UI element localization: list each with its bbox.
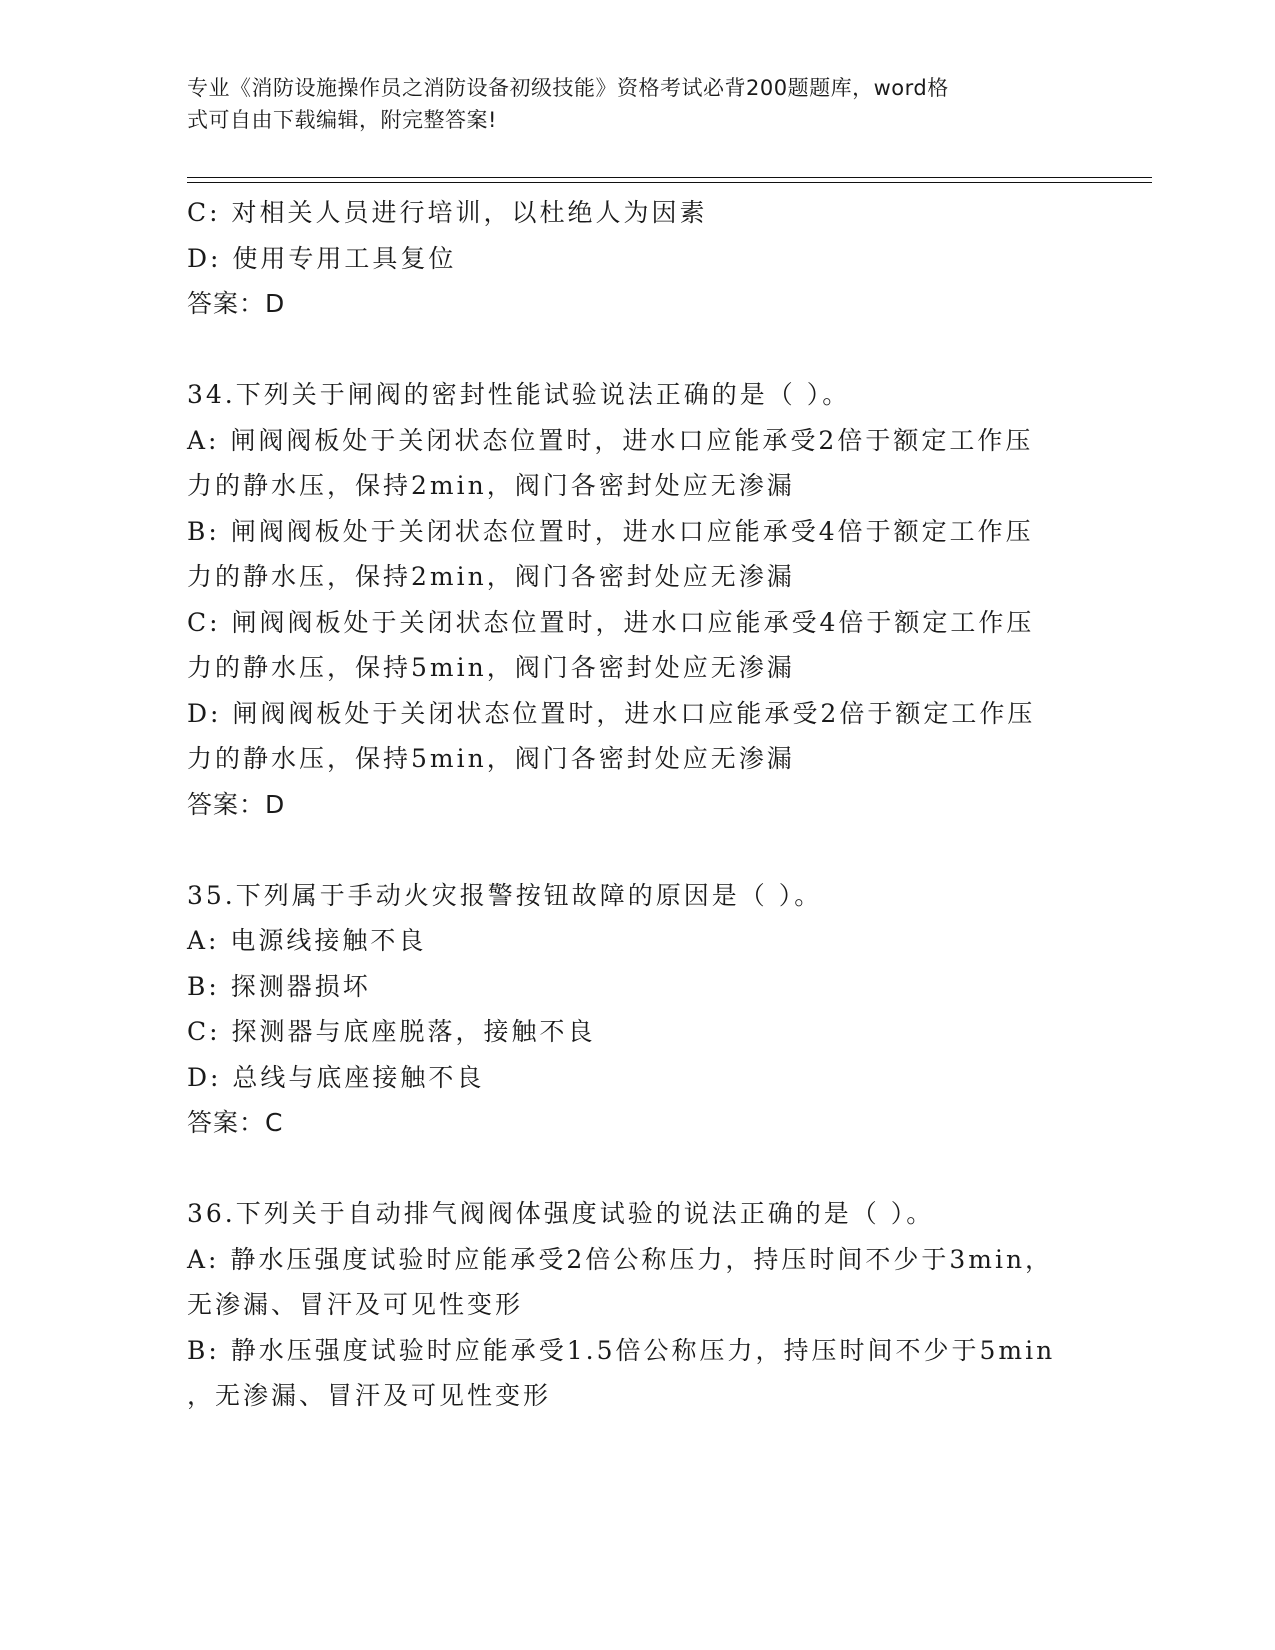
option-b: B: 闸阀阀板处于关闭状态位置时，进水口应能承受4倍于额定工作压: [187, 516, 1034, 546]
option-a: A: 闸阀阀板处于关闭状态位置时，进水口应能承受2倍于额定工作压: [187, 425, 1034, 455]
answer-line: 答案：C: [187, 1108, 284, 1137]
option-a: A: 静水压强度试验时应能承受2倍公称压力，持压时间不少于3min，: [187, 1244, 1054, 1274]
question-stem: 36.下列关于自动排气阀阀体强度试验的说法正确的是（ ）。: [187, 1199, 935, 1228]
option-c: C: 对相关人员进行培训，以杜绝人为因素: [187, 198, 708, 227]
question-stem: 34.下列关于闸阀的密封性能试验说法正确的是（ ）。: [187, 380, 851, 409]
spacer: [187, 827, 1077, 873]
option-c: C: 探测器与底座脱落，接触不良: [187, 1017, 596, 1046]
option-b-cont: ，无渗漏、冒汗及可见性变形: [187, 1381, 552, 1410]
header-line-2: 式可自由下载编辑，附完整答案!: [187, 108, 497, 132]
document-header: [187, 72, 1067, 136]
option-d: D: 使用专用工具复位: [187, 243, 457, 273]
answer-line: 答案：D: [187, 789, 286, 819]
option-c-cont: 力的静水压，保持5min，阀门各密封处应无渗漏: [187, 653, 795, 682]
option-d: D: 闸阀阀板处于关闭状态位置时，进水口应能承受2倍于额定工作压: [187, 698, 1036, 728]
header-line-1: 专业《消防设施操作员之消防设备初级技能》资格考试必背200题题库，word格: [187, 76, 949, 100]
spacer: [187, 1146, 1077, 1192]
option-d: D: 总线与底座接触不良: [187, 1062, 485, 1092]
option-a-cont: 无渗漏、冒汗及可见性变形: [187, 1290, 524, 1319]
answer-line: 答案：D: [187, 289, 286, 318]
question-34: [187, 372, 1077, 827]
question-35: [187, 873, 1077, 1146]
option-a: A: 电源线接触不良: [187, 926, 427, 955]
option-b: B: 静水压强度试验时应能承受1.5倍公称压力，持压时间不少于5min: [187, 1335, 1056, 1365]
header-divider: [187, 177, 1152, 183]
spacer: [187, 327, 1077, 373]
question-36: [187, 1191, 1077, 1419]
option-a-cont: 力的静水压，保持2min，阀门各密封处应无渗漏: [187, 471, 795, 500]
question-33-continued: [187, 190, 1077, 327]
option-b: B: 探测器损坏: [187, 971, 371, 1001]
option-d-cont: 力的静水压，保持5min，阀门各密封处应无渗漏: [187, 744, 795, 773]
question-stem: 35.下列属于手动火灾报警按钮故障的原因是（ ）。: [187, 880, 823, 910]
option-b-cont: 力的静水压，保持2min，阀门各密封处应无渗漏: [187, 562, 795, 591]
option-c: C: 闸阀阀板处于关闭状态位置时，进水口应能承受4倍于额定工作压: [187, 607, 1035, 637]
document-body: [187, 190, 1077, 1419]
